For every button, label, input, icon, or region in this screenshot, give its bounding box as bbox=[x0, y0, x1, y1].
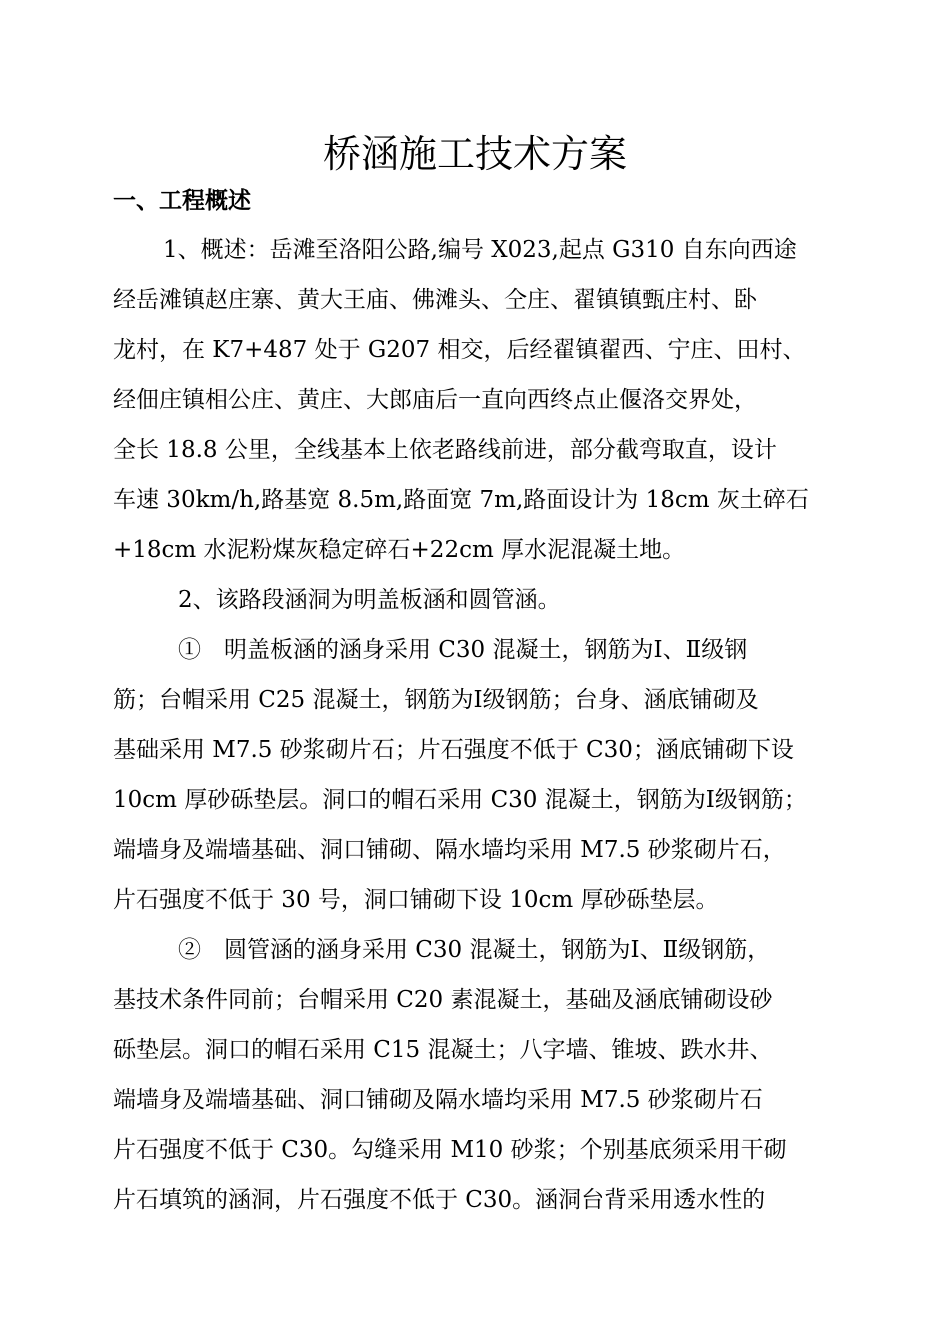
page-title: 桥涵施工技术方案 bbox=[322, 132, 627, 176]
paragraph-line: 片石强度不低于 30 号，洞口铺砌下设 10cm 厚砂砾垫层。 bbox=[113, 887, 719, 913]
paragraph-line: 筋；台帽采用 C25 混凝土，钢筋为Ⅰ级钢筋；台身、涵底铺砌及 bbox=[113, 687, 759, 713]
paragraph-line: 全长 18.8 公里，全线基本上依老路线前进，部分截弯取直，设计 bbox=[113, 437, 777, 463]
section-heading: 一、工程概述 bbox=[113, 188, 251, 214]
paragraph-line: +18cm 水泥粉煤灰稳定碎石+22cm 厚水泥混凝土地。 bbox=[113, 537, 686, 563]
paragraph-line: 基技术条件同前；台帽采用 C20 素混凝土，基础及涵底铺砌设砂 bbox=[113, 987, 773, 1013]
paragraph-line: 片石填筑的涵洞，片石强度不低于 C30。涵洞台背采用透水性的 bbox=[113, 1187, 766, 1213]
paragraph-line: 龙村，在 K7+487 处于 G207 相交，后经翟镇翟西、宁庄、田村、 bbox=[113, 337, 806, 363]
paragraph-line: 经岳滩镇赵庄寨、黄大王庙、佛滩头、仝庄、翟镇镇甄庄村、卧 bbox=[113, 287, 757, 313]
paragraph-line: 车速 30km/h,路基宽 8.5m,路面宽 7m,路面设计为 18cm 灰土碎石 bbox=[113, 487, 809, 513]
paragraph-line: 端墙身及端墙基础、洞口铺砌、隔水墙均采用 M7.5 砂浆砌片石， bbox=[113, 837, 786, 863]
paragraph-line: 10cm 厚砂砾垫层。洞口的帽石采用 C30 混凝土，钢筋为Ⅰ级钢筋； bbox=[113, 787, 807, 813]
paragraph-line: 砾垫层。洞口的帽石采用 C15 混凝土；八字墙、锥坡、跌水井、 bbox=[113, 1037, 773, 1063]
paragraph-line: 1、概述：岳滩至洛阳公路,编号 X023,起点 G310 自东向西途 bbox=[163, 237, 797, 263]
paragraph-line: 片石强度不低于 C30。勾缝采用 M10 砂浆；个别基底须采用干砌 bbox=[113, 1137, 787, 1163]
paragraph-line: 基础采用 M7.5 砂浆砌片石；片石强度不低于 C30；涵底铺砌下设 bbox=[113, 737, 794, 763]
paragraph-line: 经佃庄镇相公庄、黄庄、大郎庙后一直向西终点止偃洛交界处， bbox=[113, 387, 757, 413]
paragraph-line: ① 明盖板涵的涵身采用 C30 混凝土，钢筋为Ⅰ、Ⅱ级钢 bbox=[178, 637, 748, 663]
paragraph-line: ② 圆管涵的涵身采用 C30 混凝土，钢筋为Ⅰ、Ⅱ级钢筋， bbox=[178, 937, 771, 963]
paragraph-line: 2、该路段涵洞为明盖板涵和圆管涵。 bbox=[178, 587, 561, 613]
paragraph-line: 端墙身及端墙基础、洞口铺砌及隔水墙均采用 M7.5 砂浆砌片石 bbox=[113, 1087, 763, 1113]
